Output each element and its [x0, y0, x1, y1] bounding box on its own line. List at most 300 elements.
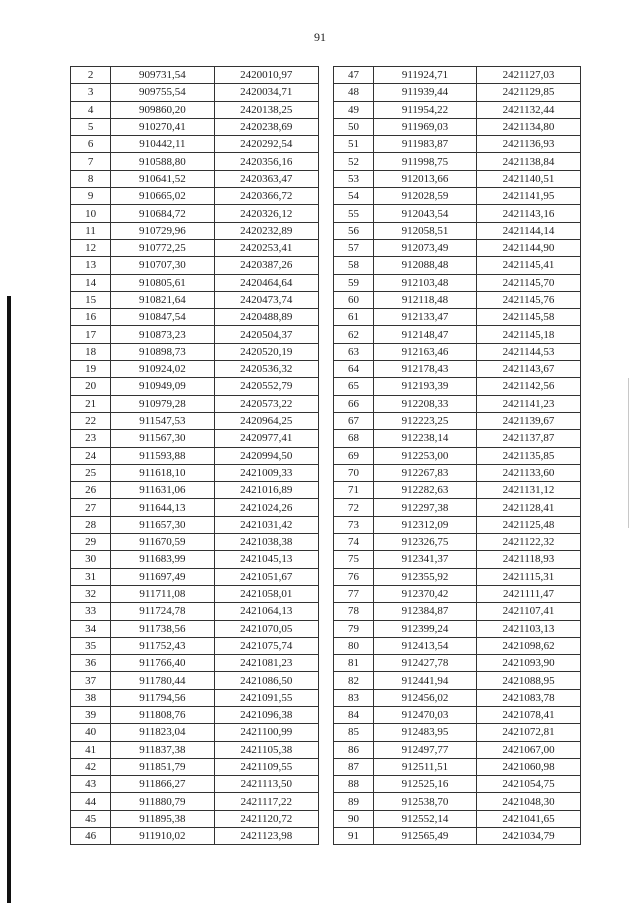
x-coordinate-cell: 911593,88 — [111, 447, 214, 464]
table-row — [334, 776, 581, 793]
table-row — [334, 637, 581, 654]
x-coordinate-cell: 912355,92 — [374, 568, 477, 585]
x-coordinate-cell: 911631,06 — [111, 482, 214, 499]
y-coordinate-cell: 2421067,00 — [477, 741, 581, 758]
y-coordinate-cell: 2420363,47 — [214, 170, 318, 187]
y-coordinate-cell: 2421091,55 — [214, 689, 318, 706]
x-coordinate-cell: 912297,38 — [374, 499, 477, 516]
table-row — [334, 291, 581, 308]
table-row — [71, 672, 319, 689]
point-number-cell: 55 — [334, 205, 374, 222]
x-coordinate-cell: 912470,03 — [374, 706, 477, 723]
x-coordinate-cell: 910873,23 — [111, 326, 214, 343]
x-coordinate-cell: 912456,02 — [374, 689, 477, 706]
y-coordinate-cell: 2421132,44 — [477, 101, 581, 118]
table-row — [71, 551, 319, 568]
table-row — [334, 689, 581, 706]
table-row — [334, 136, 581, 153]
x-coordinate-cell: 909731,54 — [111, 67, 214, 84]
x-coordinate-cell: 912370,42 — [374, 585, 477, 602]
x-coordinate-cell: 910270,41 — [111, 118, 214, 135]
x-coordinate-cell: 912208,33 — [374, 395, 477, 412]
x-coordinate-cell: 912058,51 — [374, 222, 477, 239]
table-row — [71, 828, 319, 845]
x-coordinate-cell: 911895,38 — [111, 810, 214, 827]
y-coordinate-cell: 2420977,41 — [214, 430, 318, 447]
y-coordinate-cell: 2421128,41 — [477, 499, 581, 516]
x-coordinate-cell: 912133,47 — [374, 309, 477, 326]
x-coordinate-cell: 910588,80 — [111, 153, 214, 170]
x-coordinate-cell: 910665,02 — [111, 188, 214, 205]
y-coordinate-cell: 2421127,03 — [477, 67, 581, 84]
point-number-cell: 23 — [71, 430, 111, 447]
point-number-cell: 88 — [334, 776, 374, 793]
y-coordinate-cell: 2421133,60 — [477, 464, 581, 481]
point-number-cell: 69 — [334, 447, 374, 464]
point-number-cell: 61 — [334, 309, 374, 326]
x-coordinate-cell: 911983,87 — [374, 136, 477, 153]
x-coordinate-cell: 912088,48 — [374, 257, 477, 274]
point-number-cell: 86 — [334, 741, 374, 758]
point-number-cell: 62 — [334, 326, 374, 343]
point-number-cell: 44 — [71, 793, 111, 810]
x-coordinate-cell: 912552,14 — [374, 810, 477, 827]
table-row — [334, 810, 581, 827]
x-coordinate-cell: 911766,40 — [111, 655, 214, 672]
point-number-cell: 22 — [71, 412, 111, 429]
table-row — [334, 603, 581, 620]
point-number-cell: 49 — [334, 101, 374, 118]
x-coordinate-cell: 912399,24 — [374, 620, 477, 637]
point-number-cell: 34 — [71, 620, 111, 637]
table-row — [71, 188, 319, 205]
x-coordinate-cell: 911644,13 — [111, 499, 214, 516]
scan-margin-bar — [7, 296, 11, 903]
y-coordinate-cell: 2421034,79 — [477, 828, 581, 845]
table-row — [71, 741, 319, 758]
x-coordinate-cell: 912565,49 — [374, 828, 477, 845]
point-number-cell: 36 — [71, 655, 111, 672]
x-coordinate-cell: 912163,46 — [374, 343, 477, 360]
x-coordinate-cell: 912312,09 — [374, 516, 477, 533]
table-row — [71, 101, 319, 118]
x-coordinate-cell: 911752,43 — [111, 637, 214, 654]
x-coordinate-cell: 911780,44 — [111, 672, 214, 689]
x-coordinate-cell: 912148,47 — [374, 326, 477, 343]
table-row — [71, 274, 319, 291]
table-row — [71, 499, 319, 516]
table-row — [71, 361, 319, 378]
x-coordinate-cell: 911969,03 — [374, 118, 477, 135]
y-coordinate-cell: 2420356,16 — [214, 153, 318, 170]
point-number-cell: 3 — [71, 84, 111, 101]
point-number-cell: 30 — [71, 551, 111, 568]
point-number-cell: 8 — [71, 170, 111, 187]
page-number: 91 — [314, 30, 326, 44]
table-row — [334, 361, 581, 378]
x-coordinate-cell: 911670,59 — [111, 534, 214, 551]
table-row — [334, 793, 581, 810]
point-number-cell: 43 — [71, 776, 111, 793]
y-coordinate-cell: 2421145,41 — [477, 257, 581, 274]
x-coordinate-cell: 911939,44 — [374, 84, 477, 101]
point-number-cell: 27 — [71, 499, 111, 516]
table-row — [334, 101, 581, 118]
table-row — [334, 482, 581, 499]
y-coordinate-cell: 2421078,41 — [477, 706, 581, 723]
table-row — [71, 136, 319, 153]
point-number-cell: 24 — [71, 447, 111, 464]
point-number-cell: 64 — [334, 361, 374, 378]
y-coordinate-cell: 2420326,12 — [214, 205, 318, 222]
y-coordinate-cell: 2421058,01 — [214, 585, 318, 602]
y-coordinate-cell: 2421051,67 — [214, 568, 318, 585]
y-coordinate-cell: 2421093,90 — [477, 655, 581, 672]
x-coordinate-cell: 911954,22 — [374, 101, 477, 118]
x-coordinate-cell: 911823,04 — [111, 724, 214, 741]
point-number-cell: 70 — [334, 464, 374, 481]
point-number-cell: 6 — [71, 136, 111, 153]
table-row — [334, 343, 581, 360]
table-row — [71, 776, 319, 793]
x-coordinate-cell: 912013,66 — [374, 170, 477, 187]
y-coordinate-cell: 2421120,72 — [214, 810, 318, 827]
x-coordinate-cell: 910847,54 — [111, 309, 214, 326]
table-row — [334, 724, 581, 741]
point-number-cell: 35 — [71, 637, 111, 654]
x-coordinate-cell: 911738,56 — [111, 620, 214, 637]
y-coordinate-cell: 2421144,14 — [477, 222, 581, 239]
point-number-cell: 7 — [71, 153, 111, 170]
x-coordinate-cell: 912193,39 — [374, 378, 477, 395]
point-number-cell: 59 — [334, 274, 374, 291]
y-coordinate-cell: 2421145,76 — [477, 291, 581, 308]
x-coordinate-cell: 911880,79 — [111, 793, 214, 810]
point-number-cell: 40 — [71, 724, 111, 741]
y-coordinate-cell: 2421136,93 — [477, 136, 581, 153]
x-coordinate-cell: 909755,54 — [111, 84, 214, 101]
point-number-cell: 31 — [71, 568, 111, 585]
table-row — [71, 170, 319, 187]
x-coordinate-cell: 911618,10 — [111, 464, 214, 481]
x-coordinate-cell: 910772,25 — [111, 239, 214, 256]
point-number-cell: 54 — [334, 188, 374, 205]
table-row — [334, 534, 581, 551]
point-number-cell: 66 — [334, 395, 374, 412]
table-row — [71, 637, 319, 654]
y-coordinate-cell: 2421123,98 — [214, 828, 318, 845]
point-number-cell: 78 — [334, 603, 374, 620]
point-number-cell: 33 — [71, 603, 111, 620]
table-row — [71, 84, 319, 101]
point-number-cell: 4 — [71, 101, 111, 118]
table-row — [334, 655, 581, 672]
point-number-cell: 10 — [71, 205, 111, 222]
y-coordinate-cell: 2421145,58 — [477, 309, 581, 326]
x-coordinate-cell: 910979,28 — [111, 395, 214, 412]
table-row — [334, 239, 581, 256]
y-coordinate-cell: 2421096,38 — [214, 706, 318, 723]
y-coordinate-cell: 2421143,16 — [477, 205, 581, 222]
table-row — [71, 153, 319, 170]
x-coordinate-cell: 911808,76 — [111, 706, 214, 723]
y-coordinate-cell: 2421100,99 — [214, 724, 318, 741]
table-row — [334, 430, 581, 447]
table-row — [334, 84, 581, 101]
point-number-cell: 17 — [71, 326, 111, 343]
x-coordinate-cell: 912238,14 — [374, 430, 477, 447]
y-coordinate-cell: 2420292,54 — [214, 136, 318, 153]
point-number-cell: 53 — [334, 170, 374, 187]
table-row — [334, 118, 581, 135]
y-coordinate-cell: 2421070,05 — [214, 620, 318, 637]
y-coordinate-cell: 2421138,84 — [477, 153, 581, 170]
x-coordinate-cell: 911851,79 — [111, 758, 214, 775]
y-coordinate-cell: 2420573,22 — [214, 395, 318, 412]
point-number-cell: 77 — [334, 585, 374, 602]
x-coordinate-cell: 912341,37 — [374, 551, 477, 568]
table-row — [71, 343, 319, 360]
x-coordinate-cell: 910949,09 — [111, 378, 214, 395]
table-row — [334, 706, 581, 723]
table-row — [71, 603, 319, 620]
table-row — [334, 274, 581, 291]
y-coordinate-cell: 2421107,41 — [477, 603, 581, 620]
x-coordinate-cell: 912511,51 — [374, 758, 477, 775]
table-row — [334, 828, 581, 845]
y-coordinate-cell: 2421137,87 — [477, 430, 581, 447]
point-number-cell: 60 — [334, 291, 374, 308]
y-coordinate-cell: 2420536,32 — [214, 361, 318, 378]
point-number-cell: 68 — [334, 430, 374, 447]
table-row — [71, 516, 319, 533]
y-coordinate-cell: 2420138,25 — [214, 101, 318, 118]
y-coordinate-cell: 2420964,25 — [214, 412, 318, 429]
y-coordinate-cell: 2421009,33 — [214, 464, 318, 481]
point-number-cell: 58 — [334, 257, 374, 274]
y-coordinate-cell: 2420520,19 — [214, 343, 318, 360]
y-coordinate-cell: 2421024,26 — [214, 499, 318, 516]
y-coordinate-cell: 2420994,50 — [214, 447, 318, 464]
y-coordinate-cell: 2421145,18 — [477, 326, 581, 343]
point-number-cell: 79 — [334, 620, 374, 637]
y-coordinate-cell: 2421054,75 — [477, 776, 581, 793]
point-number-cell: 25 — [71, 464, 111, 481]
point-number-cell: 18 — [71, 343, 111, 360]
y-coordinate-cell: 2421143,67 — [477, 361, 581, 378]
y-coordinate-cell: 2421131,12 — [477, 482, 581, 499]
point-number-cell: 83 — [334, 689, 374, 706]
table-row — [334, 464, 581, 481]
x-coordinate-cell: 911866,27 — [111, 776, 214, 793]
table-row — [334, 585, 581, 602]
x-coordinate-cell: 912483,95 — [374, 724, 477, 741]
table-row — [71, 568, 319, 585]
table-row — [334, 395, 581, 412]
table-row — [71, 585, 319, 602]
y-coordinate-cell: 2421134,80 — [477, 118, 581, 135]
point-number-cell: 76 — [334, 568, 374, 585]
table-row — [71, 482, 319, 499]
x-coordinate-cell: 911547,53 — [111, 412, 214, 429]
point-number-cell: 14 — [71, 274, 111, 291]
point-number-cell: 41 — [71, 741, 111, 758]
table-row — [71, 724, 319, 741]
point-number-cell: 16 — [71, 309, 111, 326]
x-coordinate-cell: 912525,16 — [374, 776, 477, 793]
point-number-cell: 85 — [334, 724, 374, 741]
point-number-cell: 32 — [71, 585, 111, 602]
point-number-cell: 19 — [71, 361, 111, 378]
x-coordinate-cell: 912223,25 — [374, 412, 477, 429]
x-coordinate-cell: 912384,87 — [374, 603, 477, 620]
coordinates-table-right — [333, 66, 581, 845]
x-coordinate-cell: 912028,59 — [374, 188, 477, 205]
table-row — [334, 516, 581, 533]
point-number-cell: 37 — [71, 672, 111, 689]
table-row — [71, 205, 319, 222]
y-coordinate-cell: 2421103,13 — [477, 620, 581, 637]
table-row — [71, 534, 319, 551]
table-row — [71, 430, 319, 447]
y-coordinate-cell: 2421144,53 — [477, 343, 581, 360]
x-coordinate-cell: 910707,30 — [111, 257, 214, 274]
y-coordinate-cell: 2421142,56 — [477, 378, 581, 395]
table-row — [71, 793, 319, 810]
y-coordinate-cell: 2420464,64 — [214, 274, 318, 291]
table-row — [334, 672, 581, 689]
y-coordinate-cell: 2421129,85 — [477, 84, 581, 101]
x-coordinate-cell: 912267,83 — [374, 464, 477, 481]
table-row — [71, 326, 319, 343]
x-coordinate-cell: 912282,63 — [374, 482, 477, 499]
point-number-cell: 51 — [334, 136, 374, 153]
table-row — [334, 620, 581, 637]
y-coordinate-cell: 2421105,38 — [214, 741, 318, 758]
y-coordinate-cell: 2421031,42 — [214, 516, 318, 533]
y-coordinate-cell: 2420232,89 — [214, 222, 318, 239]
y-coordinate-cell: 2421081,23 — [214, 655, 318, 672]
point-number-cell: 56 — [334, 222, 374, 239]
point-number-cell: 74 — [334, 534, 374, 551]
x-coordinate-cell: 910684,72 — [111, 205, 214, 222]
x-coordinate-cell: 911794,56 — [111, 689, 214, 706]
x-coordinate-cell: 910641,52 — [111, 170, 214, 187]
table-row — [334, 326, 581, 343]
table-row — [334, 741, 581, 758]
table-row — [334, 551, 581, 568]
y-coordinate-cell: 2420552,79 — [214, 378, 318, 395]
table-row — [71, 395, 319, 412]
table-row — [71, 222, 319, 239]
x-coordinate-cell: 910821,64 — [111, 291, 214, 308]
y-coordinate-cell: 2421038,38 — [214, 534, 318, 551]
point-number-cell: 38 — [71, 689, 111, 706]
point-number-cell: 82 — [334, 672, 374, 689]
point-number-cell: 52 — [334, 153, 374, 170]
x-coordinate-cell: 909860,20 — [111, 101, 214, 118]
x-coordinate-cell: 910805,61 — [111, 274, 214, 291]
x-coordinate-cell: 912073,49 — [374, 239, 477, 256]
point-number-cell: 5 — [71, 118, 111, 135]
x-coordinate-cell: 912253,00 — [374, 447, 477, 464]
point-number-cell: 11 — [71, 222, 111, 239]
table-row — [334, 758, 581, 775]
point-number-cell: 46 — [71, 828, 111, 845]
point-number-cell: 87 — [334, 758, 374, 775]
point-number-cell: 91 — [334, 828, 374, 845]
table-row — [71, 67, 319, 84]
y-coordinate-cell: 2421083,78 — [477, 689, 581, 706]
y-coordinate-cell: 2421139,67 — [477, 412, 581, 429]
y-coordinate-cell: 2420473,74 — [214, 291, 318, 308]
table-row — [71, 239, 319, 256]
y-coordinate-cell: 2421125,48 — [477, 516, 581, 533]
table-row — [71, 412, 319, 429]
point-number-cell: 28 — [71, 516, 111, 533]
table-row — [334, 378, 581, 395]
y-coordinate-cell: 2421144,90 — [477, 239, 581, 256]
x-coordinate-cell: 912103,48 — [374, 274, 477, 291]
y-coordinate-cell: 2421075,74 — [214, 637, 318, 654]
x-coordinate-cell: 912441,94 — [374, 672, 477, 689]
y-coordinate-cell: 2420504,37 — [214, 326, 318, 343]
table-row — [71, 655, 319, 672]
table-row — [71, 291, 319, 308]
x-coordinate-cell: 912413,54 — [374, 637, 477, 654]
point-number-cell: 9 — [71, 188, 111, 205]
y-coordinate-cell: 2421045,13 — [214, 551, 318, 568]
table-row — [71, 706, 319, 723]
table-row — [334, 412, 581, 429]
point-number-cell: 89 — [334, 793, 374, 810]
point-number-cell: 71 — [334, 482, 374, 499]
y-coordinate-cell: 2421098,62 — [477, 637, 581, 654]
table-row — [71, 464, 319, 481]
point-number-cell: 26 — [71, 482, 111, 499]
table-row — [334, 568, 581, 585]
y-coordinate-cell: 2420010,97 — [214, 67, 318, 84]
y-coordinate-cell: 2421118,93 — [477, 551, 581, 568]
y-coordinate-cell: 2421048,30 — [477, 793, 581, 810]
y-coordinate-cell: 2421041,65 — [477, 810, 581, 827]
x-coordinate-cell: 910898,73 — [111, 343, 214, 360]
table-row — [71, 758, 319, 775]
point-number-cell: 73 — [334, 516, 374, 533]
table-row — [71, 378, 319, 395]
point-number-cell: 75 — [334, 551, 374, 568]
y-coordinate-cell: 2421145,70 — [477, 274, 581, 291]
x-coordinate-cell: 912427,78 — [374, 655, 477, 672]
x-coordinate-cell: 911567,30 — [111, 430, 214, 447]
point-number-cell: 80 — [334, 637, 374, 654]
x-coordinate-cell: 912538,70 — [374, 793, 477, 810]
x-coordinate-cell: 912178,43 — [374, 361, 477, 378]
point-number-cell: 47 — [334, 67, 374, 84]
point-number-cell: 29 — [71, 534, 111, 551]
x-coordinate-cell: 912118,48 — [374, 291, 477, 308]
x-coordinate-cell: 911697,49 — [111, 568, 214, 585]
x-coordinate-cell: 911683,99 — [111, 551, 214, 568]
point-number-cell: 42 — [71, 758, 111, 775]
point-number-cell: 57 — [334, 239, 374, 256]
y-coordinate-cell: 2420366,72 — [214, 188, 318, 205]
point-number-cell: 39 — [71, 706, 111, 723]
point-number-cell: 20 — [71, 378, 111, 395]
table-row — [334, 447, 581, 464]
y-coordinate-cell: 2421141,23 — [477, 395, 581, 412]
x-coordinate-cell: 911998,75 — [374, 153, 477, 170]
